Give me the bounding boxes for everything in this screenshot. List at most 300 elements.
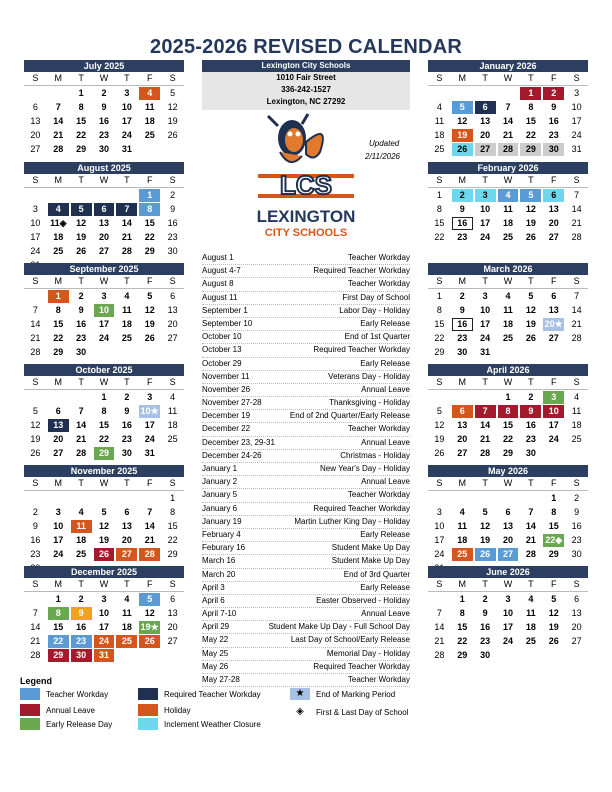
weekday-label: T [528,276,534,286]
day-cell: 10 [94,304,115,317]
weekday-label: S [436,579,443,589]
day-cell: 5 [170,88,176,98]
week-row [24,143,184,156]
day-cell: 3 [101,291,107,301]
day-cell: 29 [548,549,559,559]
week-row [428,129,588,142]
day-cell: 21 [525,535,536,545]
day-cell: 12 [144,305,155,315]
day-cell: 11 [503,305,513,315]
day-cell [25,87,46,100]
legend-teacher-workday: Teacher Workday [20,688,108,700]
day-cell [25,391,46,404]
weekday-header [428,72,588,86]
event-row [202,252,410,265]
week-row [24,419,184,432]
day-cell: 12 [76,218,87,228]
event-description: Teacher Workday [347,424,410,434]
weekday-label: S [573,276,580,286]
day-cell: 21 [571,319,582,329]
logo-letters: LCS [280,170,332,200]
day-cell: 29 [94,447,115,460]
event-date: November 11 [202,371,250,381]
day-cell: 9 [124,406,130,416]
event-row [202,397,410,410]
day-cell: 6 [505,507,511,517]
day-cell: 7 [505,102,511,112]
week-row [24,520,184,533]
day-cell: 15 [144,218,155,228]
day-cell: 1 [551,493,557,503]
day-cell: 30 [543,143,564,156]
day-cell: 8 [436,204,442,214]
day-cell: 20 [30,130,41,140]
day-cell: 11 [457,521,468,531]
day-cell: 18 [571,420,582,430]
day-cell: 2 [170,190,176,200]
weekday-label: T [124,478,130,488]
day-cell: 22 [48,635,69,648]
day-cell: 5 [436,406,442,416]
weekday-label: T [482,276,488,286]
event-description: Teacher Workday [347,490,410,500]
day-cell: 9 [101,102,107,112]
day-cell: 17 [434,535,445,545]
day-cell [498,87,519,100]
week-row [24,534,184,547]
event-date: February 4 [202,529,241,539]
day-cell: 17 [548,420,559,430]
week-row [24,492,184,505]
day-cell: 29 [457,650,468,660]
event-description: Student Make Up Day - Full School Day [268,622,410,632]
day-cell: 18 [457,535,468,545]
week-row [24,318,184,331]
day-cell: 16 [571,521,582,531]
week-row [24,447,184,460]
day-cell: 10 [480,204,491,214]
day-cell: 4 [459,507,465,517]
event-description: Martin Luther King Day - Holiday [294,516,410,526]
day-cell [48,391,69,404]
day-cell [429,391,450,404]
month-right-2 [428,263,588,359]
legend-required-teacher-workday: Required Teacher Workday [138,688,261,700]
event-description: End of 1st Quarter [344,332,410,342]
weekday-header [24,275,184,289]
weekday-label: F [146,478,153,488]
event-date: September 10 [202,318,253,328]
day-cell: 31 [480,347,491,357]
day-cell [116,492,137,505]
day-cell: 14 [76,420,87,430]
event-description: Labor Day - Holiday [339,305,410,315]
event-row [202,608,410,621]
event-date: December 24-26 [202,450,262,460]
day-cell [475,87,496,100]
day-cell: 23 [457,333,468,343]
event-date: January 6 [202,503,238,513]
day-cell: 29 [434,347,445,357]
day-cell: 28 [480,448,491,458]
day-cell: 8 [139,203,160,216]
event-row [202,423,410,436]
day-cell: 28 [525,549,536,559]
day-cell: 1 [436,190,442,200]
day-cell [452,492,473,505]
day-cell: 3 [147,392,153,402]
day-cell: 22 [76,130,87,140]
event-row [202,344,410,357]
day-cell: 16 [76,622,87,632]
weekday-label: F [146,73,153,83]
month-title: October 2025 [24,364,184,376]
week-row [428,115,588,128]
week-row [428,346,588,359]
day-cell: 12 [434,420,445,430]
day-cell: 5 [528,291,534,301]
day-cell: 2 [482,594,488,604]
month-left-4 [24,465,184,575]
day-cell: 13 [167,608,178,618]
weekday-label: T [528,579,534,589]
day-cell: 20 [121,535,132,545]
day-cell: 23 [548,130,559,140]
day-cell: 9 [482,608,488,618]
day-cell: 16 [548,116,559,126]
day-cell: 30 [121,448,132,458]
day-cell: 18 [503,218,514,228]
day-cell: 6 [551,291,557,301]
day-cell [94,492,115,505]
day-cell: 26 [167,130,178,140]
week-row [428,189,588,202]
day-cell: 5 [551,594,557,604]
day-cell: 22 [144,232,155,242]
day-cell: 27 [571,636,582,646]
day-cell: 20 [503,535,514,545]
month-title: September 2025 [24,263,184,275]
day-cell: 5 [482,507,488,517]
month-right-5 [428,566,588,662]
weekday-label: F [550,377,557,387]
day-cell: 5 [452,101,473,114]
week-row [24,189,184,202]
week-row [428,203,588,216]
weekday-label: T [78,175,84,185]
day-cell [475,492,496,505]
weekday-header [428,275,588,289]
day-cell: 26 [144,333,155,343]
day-cell: 15 [457,622,468,632]
day-cell: 10 [434,521,445,531]
event-description: End of 3rd Quarter [343,569,410,579]
legend-first-last-day: ◈ First & Last Day of School [290,706,408,718]
week-row [24,332,184,345]
weekday-label: W [99,175,109,185]
event-date: September 1 [202,305,248,315]
day-cell: 26 [548,636,559,646]
legend [20,676,440,736]
day-cell: 8 [101,406,107,416]
day-cell: 21 [30,333,41,343]
day-cell: 11 [122,305,132,315]
page-title: 2025-2026 REVISED CALENDAR [150,36,462,58]
day-cell: 6 [574,594,580,604]
day-cell: 17 [480,218,491,228]
day-cell: 29 [48,649,69,662]
event-date: May 26 [202,661,229,671]
day-cell: 10 [121,102,132,112]
day-cell: 7 [32,305,38,315]
event-row [202,634,410,647]
day-cell: 8 [48,607,69,620]
week-row [428,290,588,303]
weekday-label: F [550,579,557,589]
day-cell: 24 [571,130,582,140]
day-cell: 30 [457,347,468,357]
day-cell: 3 [482,291,488,301]
day-cell: 26 [139,635,160,648]
day-cell: 29 [503,448,514,458]
event-date: August 8 [202,279,234,289]
week-row [24,593,184,606]
weekday-label: M [54,377,63,387]
week-row [24,506,184,519]
day-cell: 1 [520,87,541,100]
week-row [428,534,588,547]
day-cell: 19 [30,434,41,444]
day-cell [543,447,564,460]
day-cell: 19 [144,319,155,329]
day-cell: 28 [30,347,41,357]
day-cell: 15 [76,116,87,126]
weekday-label: T [482,377,488,387]
weekday-label: S [169,377,176,387]
day-cell: 1 [101,392,107,402]
day-cell: 31 [94,649,115,662]
day-cell: 17 [144,420,155,430]
day-cell: 23 [121,434,132,444]
day-cell: 2 [452,189,473,202]
day-cell: 15 [434,218,445,228]
day-cell [566,447,587,460]
day-cell: 19★ [140,622,159,632]
weekday-label: S [169,478,176,488]
day-cell: 2 [574,493,580,503]
weekday-label: S [436,175,443,185]
week-row [428,520,588,533]
day-cell: 26 [434,448,445,458]
day-cell: 20 [457,434,468,444]
week-row [428,593,588,606]
day-cell: 8 [551,507,557,517]
day-cell [71,492,92,505]
day-cell: 13 [121,521,132,531]
day-cell: 13 [571,608,582,618]
day-cell [48,189,69,202]
day-cell: 2 [124,392,130,402]
day-cell [452,87,473,100]
day-cell [71,189,92,202]
weekday-label: F [146,377,153,387]
event-row [202,318,410,331]
day-cell: 7 [32,608,38,618]
event-description: Required Teacher Workday [313,345,410,355]
day-cell: 14 [121,218,132,228]
event-description: Christmas - Holiday [340,450,410,460]
weekday-label: T [482,478,488,488]
day-cell: 25 [144,130,155,140]
event-date: April 29 [202,622,230,632]
day-cell: 22◈ [545,535,563,545]
weekday-label: M [458,377,467,387]
day-cell [116,346,137,359]
event-row [202,331,410,344]
day-cell: 5 [139,593,160,606]
day-cell [452,391,473,404]
weekday-label: T [124,276,130,286]
week-row [428,621,588,634]
week-row [24,405,184,418]
day-cell: 14 [53,116,64,126]
weekday-label: M [54,478,63,488]
day-cell: 10 [480,305,491,315]
day-cell: 15 [167,521,178,531]
event-description: Early Release [360,318,410,328]
day-cell: 9 [78,305,84,315]
day-cell [25,492,46,505]
day-cell: 6 [55,406,61,416]
day-cell: 4 [528,594,534,604]
weekday-label: W [503,377,513,387]
day-cell: 1 [170,493,176,503]
district-city: Lexington, NC 27292 [266,97,346,106]
day-cell: 12 [99,521,110,531]
event-row [202,542,410,555]
legend-holiday: Holiday [138,704,191,716]
day-cell: 23 [76,333,87,343]
weekday-label: M [54,276,63,286]
weekday-label: S [436,478,443,488]
week-row [24,101,184,114]
weekday-label: T [124,73,130,83]
day-cell: 27 [99,246,110,256]
day-cell: 20★ [544,319,563,329]
day-cell: 9 [459,204,465,214]
day-cell: 19 [525,319,536,329]
day-cell: 24 [94,635,115,648]
weekday-label: T [78,73,84,83]
weekday-label: M [54,579,63,589]
day-cell: 24 [99,333,110,343]
day-cell: 25 [525,636,536,646]
event-description: Required Teacher Workday [313,266,410,276]
day-cell: 26 [452,143,473,156]
day-cell: 29 [144,246,155,256]
event-date: May 22 [202,635,229,645]
weekday-label: T [124,175,130,185]
day-cell: 16 [30,535,41,545]
day-cell [116,649,137,662]
day-cell [162,143,183,156]
event-date: March 16 [202,556,236,566]
day-cell: 1 [436,291,442,301]
day-cell: 12 [525,305,536,315]
event-description: Early Release [360,529,410,539]
day-cell: 18 [121,622,132,632]
day-cell: 3 [475,189,496,202]
day-cell: 7 [574,190,580,200]
day-cell: 16 [452,318,473,331]
day-cell: 26 [30,448,41,458]
day-cell: 17 [53,535,64,545]
day-cell: 23 [167,232,178,242]
day-cell: 4 [139,87,160,100]
day-cell: 15 [99,420,110,430]
event-row [202,371,410,384]
weekday-label: T [528,377,534,387]
week-row [428,87,588,100]
week-row [24,203,184,216]
day-cell: 27 [30,144,41,154]
day-cell: 2 [543,87,564,100]
event-date: March 20 [202,569,236,579]
event-date: August 11 [202,292,238,302]
event-description: Early Release [360,358,410,368]
day-cell: 27 [475,143,496,156]
week-row [24,245,184,258]
day-cell: 21 [434,636,445,646]
day-cell: 22 [167,535,178,545]
weekday-header [428,376,588,390]
day-cell: 24 [480,333,491,343]
day-cell: 17 [121,116,132,126]
event-date: December 19 [202,411,251,421]
event-row [202,278,410,291]
day-cell: 30 [99,144,110,154]
event-row [202,410,410,423]
day-cell: 21 [144,535,155,545]
event-description: Annual Leave [361,437,410,447]
event-date: October 29 [202,358,242,368]
star-icon: ★ [290,688,310,700]
week-row [24,346,184,359]
day-cell: 30 [76,347,87,357]
weekday-label: S [436,73,443,83]
week-row [24,548,184,561]
day-cell: 25 [452,548,473,561]
logo-line2: CITY SCHOOLS [264,227,348,239]
day-cell: 3 [543,391,564,404]
week-row [428,101,588,114]
day-cell: 16 [167,218,178,228]
day-cell: 4 [436,102,442,112]
day-cell: 23 [30,549,41,559]
week-row [428,433,588,446]
week-row [428,635,588,648]
week-row [428,548,588,561]
day-cell: 1 [505,392,511,402]
day-cell: 27 [548,333,559,343]
legend-inclement-weather: Inclement Weather Closure [138,718,261,730]
day-cell: 3 [505,594,511,604]
event-date: May 25 [202,648,229,658]
day-cell: 3 [124,88,130,98]
month-title: November 2025 [24,465,184,477]
weekday-header [428,174,588,188]
day-cell: 15 [548,521,559,531]
